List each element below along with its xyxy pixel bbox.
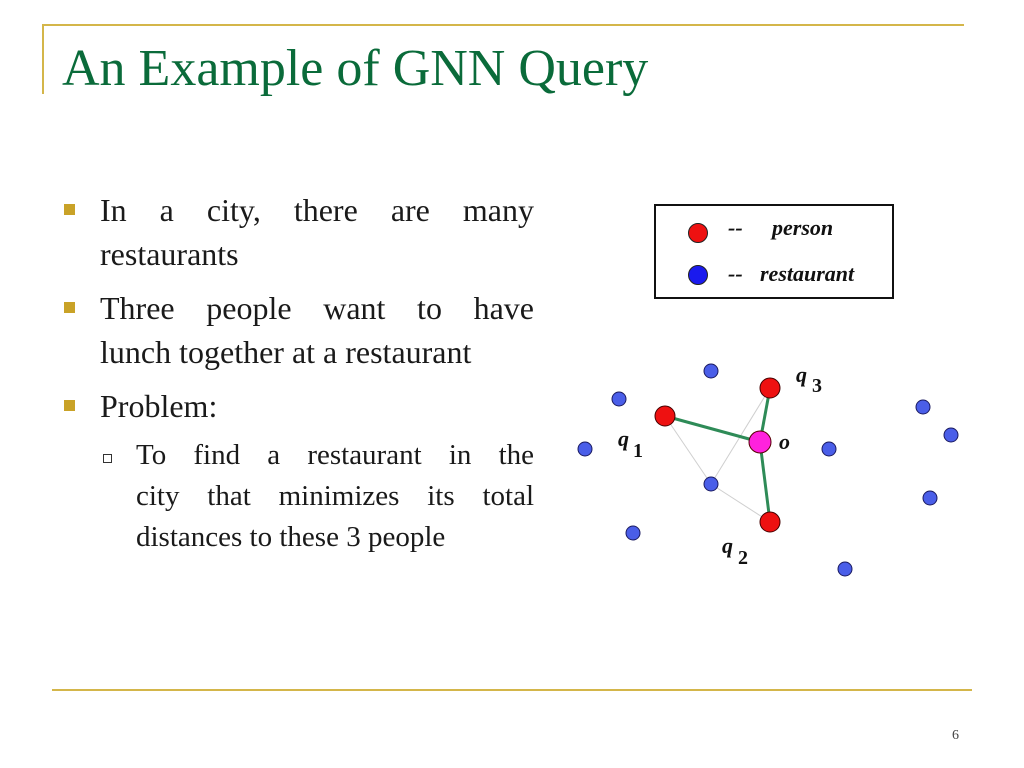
- sub-bullet-line-3: distances to these 3 people: [136, 521, 446, 553]
- legend-person-label: person: [772, 215, 834, 240]
- restaurant-node: [916, 400, 930, 414]
- label-q1: q: [618, 426, 629, 451]
- bullet-1-line-2: restaurants: [100, 236, 239, 272]
- label-q3-sub: 3: [812, 375, 822, 397]
- legend-person-symbol: --: [728, 215, 743, 240]
- bullet-2-line-2: lunch together at a restaurant: [100, 334, 472, 370]
- person-q2: [760, 512, 780, 532]
- optimal-restaurant-o: [749, 431, 771, 453]
- restaurant-node: [578, 442, 592, 456]
- restaurant-node: [704, 364, 718, 378]
- restaurant-node: [704, 477, 718, 491]
- person-q1: [655, 406, 675, 426]
- sub-bullet-line-1: To find a restaurant in the: [136, 439, 534, 471]
- slide-title: An Example of GNN Query: [62, 40, 649, 97]
- restaurant-node: [822, 442, 836, 456]
- legend-restaurant-symbol: --: [728, 261, 743, 286]
- thin-edges: [665, 388, 770, 522]
- legend-restaurant-label: restaurant: [760, 261, 855, 286]
- restaurant-node: [923, 491, 937, 505]
- restaurant-node: [838, 562, 852, 576]
- edge-q2-o: [760, 442, 770, 522]
- label-q2-sub: 2: [738, 547, 748, 569]
- label-q1-sub: 1: [633, 440, 643, 462]
- bullet-2-line-1: Three people want to have: [100, 290, 534, 326]
- person-q3: [760, 378, 780, 398]
- restaurant-node: [944, 428, 958, 442]
- label-q3: q: [796, 362, 807, 387]
- sub-bullet-line-2: city that minimizes its total: [136, 480, 534, 512]
- label-o: o: [779, 429, 790, 454]
- bullet-1-line-1: In a city, there are many: [100, 192, 534, 228]
- label-q2: q: [722, 533, 733, 558]
- restaurant-node: [626, 526, 640, 540]
- restaurant-node: [612, 392, 626, 406]
- edge-q1-o: [665, 416, 760, 442]
- page-number: 6: [952, 728, 959, 743]
- main-edges: [665, 388, 770, 522]
- thin-edge: [711, 484, 770, 522]
- bullet-3-line-1: Problem:: [100, 388, 218, 424]
